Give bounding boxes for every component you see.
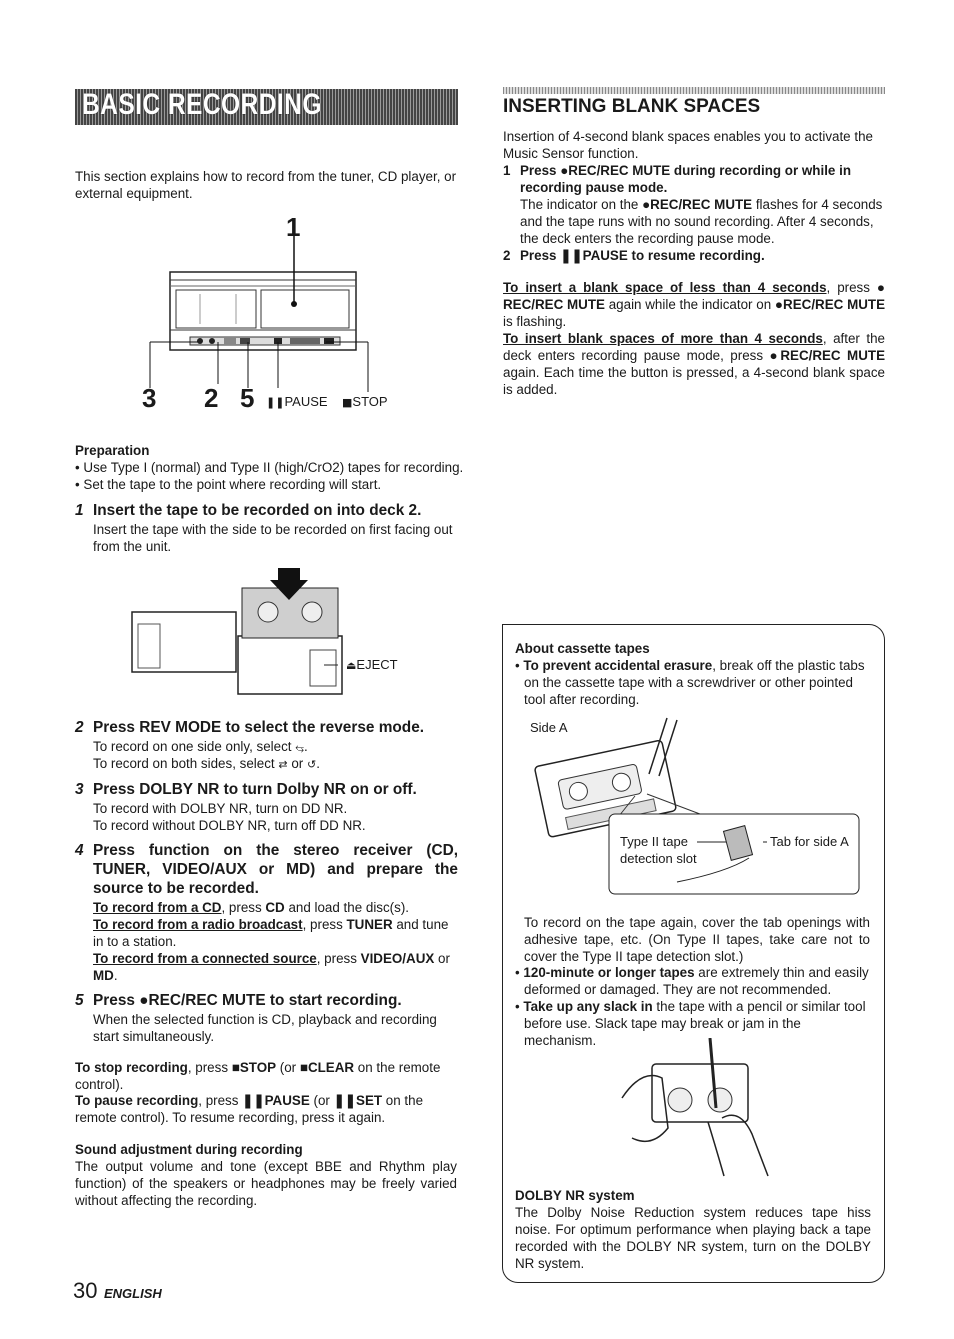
preparation-bullet: • Set the tape to the point where recording will start. xyxy=(75,477,382,492)
blank-spaces-intro: Insertion of 4-second blank spaces enables you to activate the Music Sensor function. xyxy=(503,129,873,161)
about-tapes-bullet: • To prevent accidental erasure, break off the plastic tabs on the cassette tape with a screwdriver or other pointed tool after recording. xyxy=(515,658,865,707)
blank-step-1-body: The indicator on the ●REC/REC MUTE flashes for 4 seconds and the tape runs with no sound recording. After 4 seconds, the deck enters the recording pause mode. xyxy=(520,197,883,246)
step-4-cd: To record from a CD, press CD and load the disc(s). xyxy=(93,900,410,915)
blank-step-1: 1 Press ●REC/REC MUTE during recording or while in recording pause mode. xyxy=(503,163,851,195)
step-5-heading: 5 Press ●REC/REC MUTE to start recording. xyxy=(75,992,402,1009)
step-4-source: To record from a connected source, press VIDEO/AUX or MD. xyxy=(93,951,450,983)
figure-step-2-label: 2 xyxy=(204,383,219,413)
figure-step-1-label: 1 xyxy=(286,212,301,242)
eject-label: ⏏EJECT xyxy=(346,657,398,672)
type-2-slot-label: Type II tape detection slot xyxy=(620,834,697,866)
cassette-tab-figure xyxy=(527,712,867,898)
insert-tape-figure xyxy=(128,568,368,703)
step-4-radio: To record from a radio broadcast, press TUNER and tune in to a station. xyxy=(93,917,449,949)
step-1-heading: 1 Insert the tape to be recorded on into deck 2. xyxy=(75,502,422,519)
section-rule xyxy=(503,87,885,94)
step-3-heading: 3 Press DOLBY NR to turn Dolby NR on or off. xyxy=(75,781,417,798)
step-2-line: To record on both sides, select ⇄ or ↺. xyxy=(93,756,320,771)
step-4-heading: 4 Press function on the stereo receiver (CD, TUNER, VIDEO/AUX or MD) and prepare the source to be recorded. xyxy=(75,842,458,897)
step-2-line: To record on one side only, select ⥃. xyxy=(93,739,308,754)
insert-less-than-4s: To insert a blank space of less than 4 seconds, press ● REC/REC MUTE again while the indicator on ●REC/REC MUTE is flashing. xyxy=(503,280,886,329)
language-label: ENGLISH xyxy=(104,1286,162,1301)
one-way-mode-icon: ⥃ xyxy=(295,741,305,754)
eject-icon: ⏏ xyxy=(346,659,357,672)
stop-label: ■STOP xyxy=(342,394,388,409)
pause-icon: ❚❚ xyxy=(266,396,285,409)
continuous-mode-icon: ↺ xyxy=(306,758,317,771)
insert-more-than-4s: To insert blank spaces of more than 4 seconds, after the deck enters recording pause mode, press ●REC/REC MUTE again. Each time the button is pressed, a 4-second blank space is added. xyxy=(503,331,886,397)
blank-spaces-heading: INSERTING BLANK SPACES xyxy=(503,96,761,117)
sound-adjustment-heading: Sound adjustment during recording xyxy=(75,1142,303,1157)
side-a-label: Side A xyxy=(530,720,568,735)
figure-step-5-label: 5 xyxy=(240,383,255,413)
deck-1-side xyxy=(132,612,236,672)
stop-recording-text: To stop recording, press ■STOP (or ■CLEAR on the remote control). xyxy=(75,1060,441,1092)
step-3-line: To record with DOLBY NR, turn on DD NR. xyxy=(93,801,348,816)
preparation-heading: Preparation xyxy=(75,443,150,458)
step-3-line: To record without DOLBY NR, turn off DD NR. xyxy=(93,818,366,833)
tab-label: Tab for side A xyxy=(770,834,849,849)
step-1-body: Insert the tape with the side to be recorded on first facing out from the unit. xyxy=(93,522,453,554)
step-2-heading: 2 Press REV MODE to select the reverse mode. xyxy=(75,719,425,736)
two-way-mode-icon: ⇄ xyxy=(278,758,288,771)
preparation-bullet: • Use Type I (normal) and Type II (high/CrO2) tapes for recording. xyxy=(75,460,464,475)
dolby-body: The Dolby Noise Reduction system reduces tape hiss noise. For optimum performance when playing back a tape recorded with the DOLBY NR system, turn on the DOLBY NR system. xyxy=(515,1205,871,1271)
dolby-heading: DOLBY NR system xyxy=(515,1188,635,1203)
stop-icon: ■ xyxy=(342,396,353,409)
intro-text: This section explains how to record from the tuner, CD player, or external equipment. xyxy=(75,169,457,201)
pause-recording-text: To pause recording, press ❚❚PAUSE (or ❚❚SET on the remote control). To resume recording, press it again. xyxy=(75,1093,424,1125)
about-tapes-heading: About cassette tapes xyxy=(515,641,650,656)
about-tapes-bullet: • Take up any slack in the tape with a pencil or similar tool before use. Slack tape may break or jam in the mechanism. xyxy=(515,999,866,1048)
take-up-slack-figure xyxy=(612,1038,782,1178)
pause-label: ❚❚PAUSE xyxy=(266,394,328,409)
figure-step-3-label: 3 xyxy=(142,383,157,413)
record-again-text: To record on the tape again, cover the tab openings with adhesive tape, etc. (On Type II tapes, take care not to cover the Type II tape detection slot.) xyxy=(524,915,870,964)
step-5-body: When the selected function is CD, playback and recording start simultaneously. xyxy=(93,1012,437,1044)
deck-front-figure xyxy=(140,214,410,414)
sound-adjustment-body: The output volume and tone (except BBE and Rhythm play function) of the speakers or headphones may be freely varied without affecting the recording. xyxy=(75,1159,457,1208)
blank-step-2: 2 Press ❚❚PAUSE to resume recording. xyxy=(503,248,765,263)
page-title: BASIC RECORDING xyxy=(82,88,322,121)
page-number: 30 xyxy=(73,1278,98,1303)
about-tapes-bullet: • 120-minute or longer tapes are extremely thin and easily deformed or damaged. They are not recommended. xyxy=(515,965,869,997)
